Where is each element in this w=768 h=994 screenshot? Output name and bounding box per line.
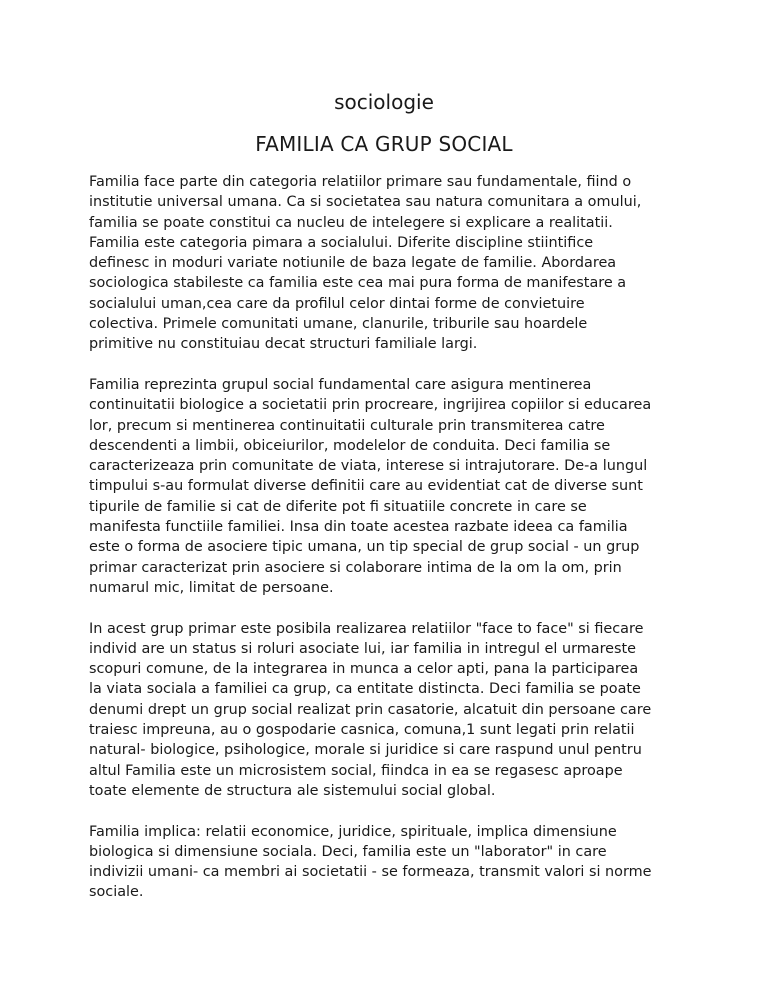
- text-line: Familia este categoria pimara a socialului. Diferite discipline stiintifice: [89, 234, 594, 251]
- text-line: individ are un status si roluri asociate lui, iar familia in intregul el urmareste: [89, 640, 637, 657]
- paragraph-4: [89, 822, 689, 903]
- text-line: primar caracterizat prin asociere si colaborare intima de la om la om, prin: [89, 559, 622, 576]
- text-line: institutie universal umana. Ca si societatea sau natura comunitara a omului,: [89, 194, 642, 211]
- text-line: Familia implica: relatii economice, juridice, spirituale, implica dimensiune: [89, 823, 617, 840]
- text-line: este o forma de asociere tipic umana, un tip special de grup social - un grup: [89, 539, 640, 556]
- text-line: la viata sociala a familiei ca grup, ca entitate distincta. Deci familia se poate: [89, 681, 641, 698]
- text-line: natural- biologice, psihologice, morale si juridice si care raspund unul pentru: [89, 742, 642, 759]
- text-line: Familia face parte din categoria relatiilor primare sau fundamentale, fiind o: [89, 174, 632, 190]
- text-line: socialului uman,cea care da profilul celor dintai forme de convietuire: [89, 295, 585, 312]
- text-line: sociale.: [89, 884, 144, 901]
- paragraph-2: [89, 375, 689, 598]
- text-line: altul Familia este un microsistem social, fiindca in ea se regasesc aproape: [89, 762, 623, 779]
- document-title: FAMILIA CA GRUP SOCIAL: [255, 132, 513, 156]
- paragraph-3: [89, 619, 689, 802]
- text-line: numarul mic, limitat de persoane.: [89, 579, 334, 596]
- document-body: [89, 172, 689, 923]
- text-line: In acest grup primar este posibila realizarea relatiilor "face to face" si fiecare: [89, 620, 644, 637]
- text-line: tipurile de familie si cat de diferite pot fi situatiile concrete in care se: [89, 498, 587, 515]
- text-line: denumi drept un grup social realizat prin casatorie, alcatuit din persoane care: [89, 701, 652, 718]
- text-line: sociologica stabileste ca familia este cea mai pura forma de manifestare a: [89, 275, 627, 292]
- text-line: traiesc impreuna, au o gospodarie casnica, comuna,1 sunt legati prin relatii: [89, 722, 635, 739]
- text-line: familia se poate constitui ca nucleu de intelegere si explicare a realitatii.: [89, 214, 613, 231]
- text-line: lor, precum si mentinerea continuitatii culturale prin transmiterea catre: [89, 417, 605, 434]
- text-line: scopuri comune, de la integrarea in munca a celor apti, pana la participarea: [89, 661, 639, 678]
- text-line: indivizii umani- ca membri ai societatii - se formeaza, transmit valori si norme: [89, 864, 652, 881]
- text-line: timpului s-au formulat diverse definitii care au evidentiat cat de diverse sunt: [89, 478, 643, 495]
- text-line: toate elemente de structura ale sistemului social global.: [89, 782, 496, 799]
- text-line: colectiva. Primele comunitati umane, clanurile, triburile sau hoardele: [89, 316, 588, 333]
- text-line: Familia reprezinta grupul social fundamental care asigura mentinerea: [89, 376, 592, 393]
- text-line: descendenti a limbii, obiceiurilor, modelelor de conduita. Deci familia se: [89, 437, 611, 454]
- text-line: biologica si dimensiune sociala. Deci, familia este un "laborator" in care: [89, 843, 607, 860]
- text-line: caracterizeaza prin comunitate de viata, interese si intrajutorare. De-a lungul: [89, 458, 648, 475]
- text-line: definesc in moduri variate notiunile de baza legate de familie. Abordarea: [89, 255, 617, 272]
- text-line: continuitatii biologice a societatii prin procreare, ingrijirea copiilor si educarea: [89, 397, 652, 414]
- text-line: manifesta functiile familiei. Insa din toate acestea razbate ideea ca familia: [89, 519, 628, 536]
- text-line: primitive nu constituiau decat structuri familiale largi.: [89, 336, 478, 353]
- paragraph-1: [89, 172, 689, 355]
- document-subject: sociologie: [334, 90, 434, 114]
